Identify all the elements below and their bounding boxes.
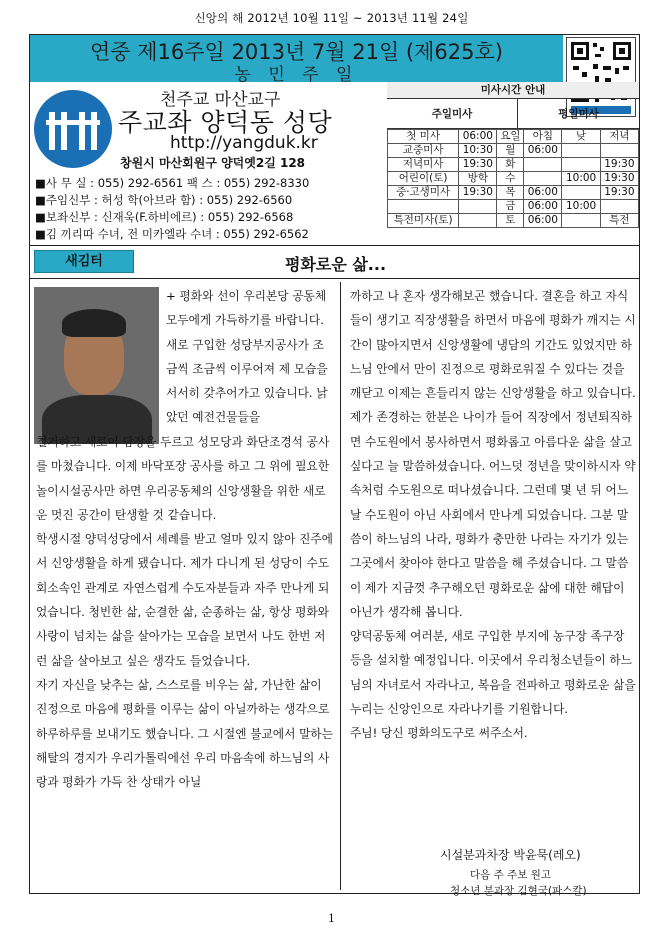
schedule-cell (562, 144, 600, 158)
article-paragraph: 양덕공동체 여러분, 새로 구입한 부지에 농구장 족구장 등을 설치할 예정입니다. 이곳에서 우리청소년들이 하느님의 자녀로서 자라나고, 복음을 전파하고 평화로운 삶을 누리는 신앙인으로 자라나기를 기원합니다. (350, 629, 636, 717)
contact-assistant-priest: ■보좌신부 : 신재욱(F.하비에르) : 055) 292-6568 (35, 210, 294, 224)
schedule-cell (524, 158, 562, 172)
schedule-cell (562, 158, 600, 172)
issue-title: 연중 제16주일 2013년 7월 21일 (제625호) (90, 40, 503, 64)
schedule-cell (388, 200, 459, 214)
article-headline: 평화로운 삶... (284, 255, 387, 274)
schedule-cell (600, 144, 638, 158)
schedule-cell: 방학 (459, 172, 497, 186)
schedule-row (388, 214, 639, 228)
schedule-row (388, 172, 639, 186)
schedule-cell (562, 214, 600, 228)
schedule-cell: 특전미사(토) (388, 214, 459, 228)
diocese-name: 천주교 마산교구 (160, 90, 281, 110)
mass-schedule (387, 82, 639, 228)
schedule-cell: 요일 (497, 130, 524, 144)
contact-sisters: ■김 끼리따 수녀, 전 미카엘라 수녀 : 055) 292-6562 (35, 227, 309, 241)
parish-address: 창원시 마산회원구 양덕옛2길 128 (120, 156, 306, 170)
faith-year-banner: 신앙의 해 2012년 10월 11일 ~ 2013년 11월 24일 (194, 11, 469, 25)
article-paragraph: 주님! 당신 평화의도구로 써주소서. (350, 726, 528, 741)
schedule-row (388, 200, 639, 214)
schedule-cell: 19:30 (600, 172, 638, 186)
weekday-mass-label: 평일미사 (558, 108, 599, 120)
schedule-cell: 06:00 (524, 144, 562, 158)
section-bar (29, 246, 640, 279)
schedule-cell: 교중미사 (388, 144, 459, 158)
schedule-row (388, 144, 639, 158)
article-paragraph: 제가 존경하는 한분은 나이가 들어 직장에서 정년퇴직하면 수도원에서 봉사하면서 평화롭고 아름다운 삶을 살고 싶다고 늘 말씀하셨습니다. 어느덧 정년을 맞이하시자 약속처럼 수도원으로 떠나셨습니다. 그런데 몇 년 뒤 어느날 수도원이 아닌 사회에서 만나게 되었습니다. 그분 말씀이 하느님의 나라, 평화가 충만한 나라는 자기가 있는 그곳에서 찾아야 한다고 말씀을 해 주셨습니다. 그 말씀이 제가 지금껏 추구해오던 평화로운 삶에 대한 해답이 아닌가 생각해 봅니다. (350, 410, 636, 619)
schedule-cell (524, 172, 562, 186)
schedule-cell: 아침 (524, 130, 562, 144)
schedule-cell: 10:30 (459, 144, 497, 158)
schedule-cell: 어린이(토) (388, 172, 459, 186)
schedule-cell (459, 214, 497, 228)
schedule-row (388, 130, 639, 144)
schedule-cell: 토 (497, 214, 524, 228)
schedule-cell: 06:00 (524, 200, 562, 214)
article-body (29, 279, 640, 897)
article-paragraph: 학생시절 양덕성당에서 세례를 받고 얼마 있지 않아 진주에서 신앙생활을 하게 됐습니다. 제가 다니게 된 성당이 수도회소속인 관계로 자연스럽게 수도자분들과 자주 만나게 되었습니다. 청빈한 삶, 순결한 삶, 순종하는 삶, 항상 평화와 사랑이 넘치는 삶을 살아가는 모습을 보면서 나도 한번 저런 삶을 살아보고 싶은 생각도 들었습니다. (36, 532, 333, 668)
schedule-cell: 낮 (562, 130, 600, 144)
schedule-cell: 중·고생미사 (388, 186, 459, 200)
bulletin-header (29, 34, 640, 246)
article-left-column (36, 430, 334, 794)
schedule-cell: 19:30 (459, 158, 497, 172)
schedule-cell: 목 (497, 186, 524, 200)
next-week-note: 다음 주 주보 원고 (470, 869, 552, 881)
schedule-cell: 저녁 (600, 130, 638, 144)
section-tag: 새김터 (34, 250, 134, 273)
schedule-cell: 10:00 (562, 200, 600, 214)
article-intro: + 평화와 선이 우리본당 공동체 모두에게 가득하기를 바랍니다. 새로 구입한 성당부지공사가 조금씩 조금씩 이루어져 제 모습을 서서히 갖추어가고 있습니다. 낡았던 예전건물들을 (166, 289, 328, 425)
title-band (30, 35, 563, 85)
author-signature: 시설분과차장 박윤묵(레오) (440, 848, 581, 862)
schedule-cell: 19:30 (459, 186, 497, 200)
mass-schedule-heading: 미사시간 안내 (387, 82, 639, 99)
schedule-row (388, 186, 639, 200)
schedule-cell: 수 (497, 172, 524, 186)
schedule-cell: 06:00 (524, 186, 562, 200)
schedule-cell: 10:00 (562, 172, 600, 186)
schedule-cell: 06:00 (524, 214, 562, 228)
schedule-cell: 화 (497, 158, 524, 172)
author-photo (34, 287, 159, 444)
schedule-cell: 금 (497, 200, 524, 214)
contact-pastor: ■주임신부 : 허성 학(아브라 함) : 055) 292-6560 (35, 193, 293, 207)
schedule-cell: 특전 (600, 214, 638, 228)
contact-list (35, 175, 385, 243)
sunday-name: 농 민 주 일 (234, 65, 359, 85)
schedule-cell (459, 200, 497, 214)
schedule-cell: 저녁미사 (388, 158, 459, 172)
schedule-cell (562, 186, 600, 200)
schedule-cell: 첫 미사 (388, 130, 459, 144)
article-paragraph: 자기 자신을 낮추는 삶, 스스로를 비우는 삶, 가난한 삶이 진정으로 마음에 평화를 이루는 삶이 아닐까하는 생각으로 하루하루를 보내기도 했습니다. 그 시절엔 불교에서 말하는 해탈의 경지가 우리가톨릭에선 우리 마음속에 하느님의 사랑과 평화가 가득 찬 상태가 아닐 (36, 677, 333, 790)
article-paragraph: 철거하고 새로이 담장을 두르고 성모당과 화단조경석 공사를 마쳤습니다. 이제 바닥포장 공사를 하고 그 위에 필요한 놀이시설공사만 하면 우리공동체의 신앙생활을 위한 새로운 멋진 공간이 탄생할 것 같습니다. (36, 435, 330, 522)
sunday-mass-label: 주일미사 (387, 99, 518, 128)
mass-schedule-table (387, 129, 639, 228)
page-number: 1 (328, 912, 335, 925)
schedule-row (388, 158, 639, 172)
schedule-cell: 19:30 (600, 186, 638, 200)
parish-url: http://yangduk.kr (170, 133, 318, 153)
parish-name: 주교좌 양덕동 성당 (118, 108, 333, 137)
mass-schedule-subheads (387, 99, 639, 129)
schedule-cell: 19:30 (600, 158, 638, 172)
article-right-column (350, 284, 636, 746)
schedule-cell: 월 (497, 144, 524, 158)
column-divider (340, 282, 341, 890)
parish-logo-icon (34, 90, 112, 168)
next-week-author: 청소년 분과장 김현국(파스칼) (450, 885, 587, 897)
schedule-cell (600, 200, 638, 214)
contact-office: ■사 무 실 : 055) 292-6561 팩 스 : 055) 292-8330 (35, 176, 310, 190)
schedule-cell: 06:00 (459, 130, 497, 144)
article-paragraph: 까하고 나 혼자 생각해보곤 했습니다. 결혼을 하고 자식들이 생기고 직장생활을 하면서 마음에 평화가 깨지는 시간이 많아지면서 신앙생활에 냉담의 기간도 있었지만 하느님 안에서 만이 진정으로 평화로워질 수 있다는 것을 깨닫고 이제는 흔들리지 않는 신앙생활을 하고 있습니다. (350, 289, 636, 401)
